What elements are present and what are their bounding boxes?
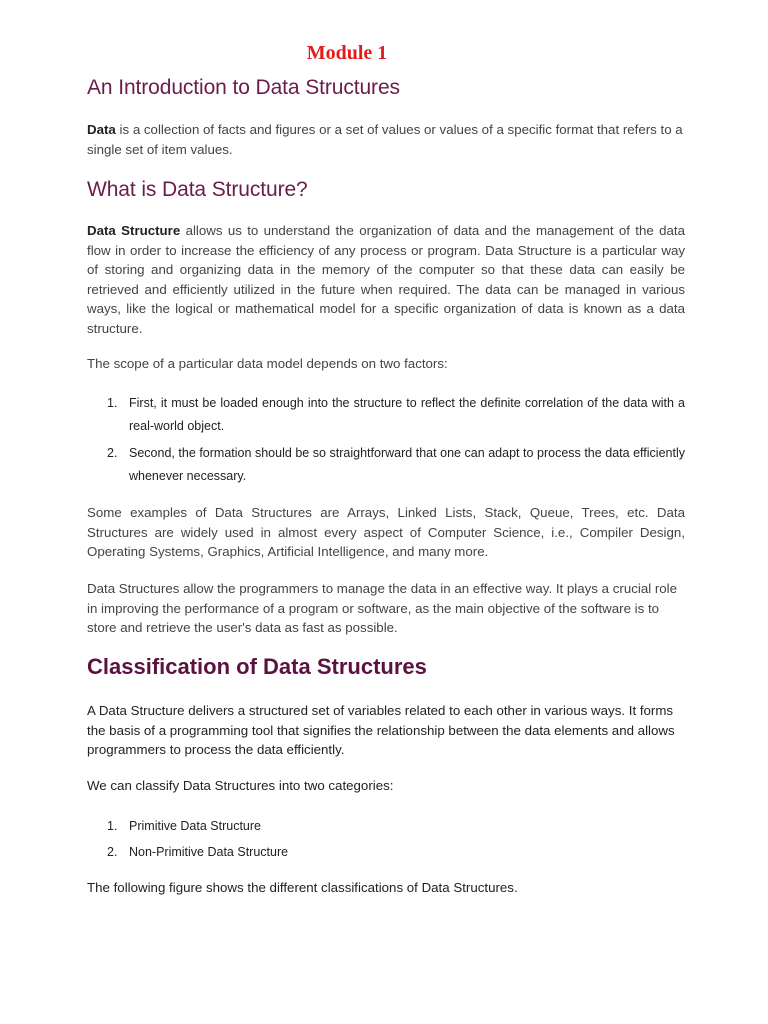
- scope-paragraph: The scope of a particular data model depends on two factors:: [87, 356, 448, 371]
- list-text: First, it must be loaded enough into the structure to reflect the definite correlation of the data with a real-world object.: [129, 396, 685, 433]
- intro-heading: An Introduction to Data Structures: [87, 76, 400, 99]
- data-term: Data: [87, 122, 116, 137]
- figure-caption-paragraph: The following figure shows the different classifications of Data Structures.: [87, 880, 518, 895]
- data-definition-text: is a collection of facts and figures or a set of values or values of a specific format that refers to a single set of item values.: [87, 122, 683, 157]
- what-is-heading: What is Data Structure?: [87, 178, 308, 201]
- module-title: Module 1: [306, 42, 388, 64]
- list-item: [87, 442, 685, 488]
- list-number: 2.: [107, 845, 118, 859]
- list-text: Non-Primitive Data Structure: [129, 845, 289, 859]
- list-number: 1.: [107, 819, 118, 833]
- classify-paragraph: We can classify Data Structures into two categories:: [87, 778, 394, 793]
- list-text: Second, the formation should be so straightforward that one can adapt to process the data efficiently whenever necessary.: [129, 446, 685, 483]
- data-structure-paragraph: [87, 221, 685, 338]
- list-number: 1.: [107, 396, 118, 410]
- list-number: 2.: [107, 446, 118, 460]
- data-definition-paragraph: [87, 120, 685, 159]
- classification-heading: Classification of Data Structures: [87, 654, 427, 679]
- categories-list: [87, 814, 685, 865]
- list-text: Primitive Data Structure: [129, 819, 261, 833]
- list-item: [87, 392, 685, 438]
- factors-list: [87, 392, 685, 488]
- classification-paragraph: A Data Structure delivers a structured set of variables related to each other in various ways. It forms the basis of a programming tool that signifies the relationship between the data elements and allows programmers to process the data efficiently.: [87, 703, 675, 757]
- examples-paragraph: Some examples of Data Structures are Arrays, Linked Lists, Stack, Queue, Trees, etc. Data Structures are widely used in almost every aspect of Computer Science, i.e., Compiler Design, Operating Systems, Graphics, Artificial Intelligence, and many more.: [87, 505, 685, 559]
- list-item: [87, 840, 685, 865]
- list-item: [87, 814, 685, 839]
- programmers-paragraph: Data Structures allow the programmers to manage the data in an effective way. It plays a crucial role in improving the performance of a program or software, as the main objective of the software is to store and retrieve the user's data as fast as possible.: [87, 581, 678, 635]
- data-structure-text: allows us to understand the organization of data and the management of the data flow in order to increase the efficiency of any process or program. Data Structure is a particular way of storing and organizing data in the memory of the computer so that these data can easily be retrieved and efficiently utilized in the future when required. The data can be managed in various ways, like the logical or mathematical model for a specific organization of data is known as a data structure.: [87, 223, 685, 336]
- data-structure-term: Data Structure: [87, 223, 181, 238]
